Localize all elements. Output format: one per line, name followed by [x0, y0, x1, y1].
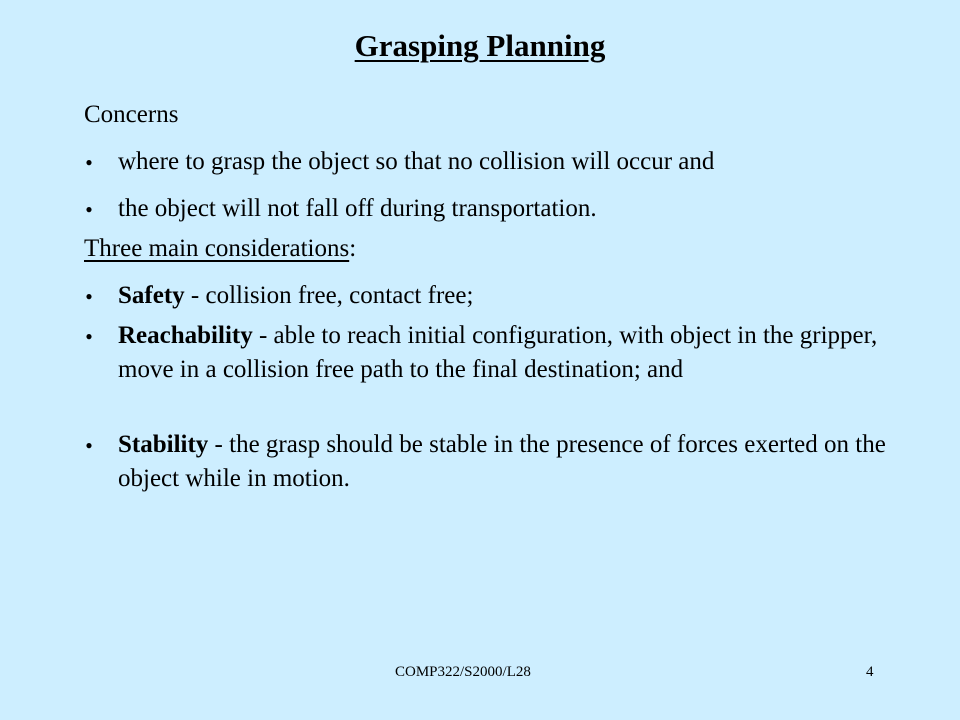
reachability-term: Reachability	[118, 322, 253, 349]
slide-title: Grasping Planning	[354, 28, 606, 63]
bullet-icon: ●	[85, 202, 93, 216]
safety-description: - collision free, contact free;	[184, 282, 474, 309]
safety-term: Safety	[118, 282, 185, 309]
stability-term: Stability	[118, 431, 209, 458]
reachability-description: - able to reach initial configuration, with object in the gripper, move in a collision free path to the final destination; and	[118, 322, 878, 383]
bullet-icon: ●	[85, 329, 93, 343]
bullet-icon: ●	[85, 289, 93, 303]
stability-description: - the grasp should be stable in the presence of forces exerted on the object while in motion.	[118, 431, 886, 492]
considerations-heading	[84, 232, 356, 266]
considerations-heading-label: Three main considerations	[84, 235, 350, 262]
concerns-heading: Concerns	[84, 101, 179, 128]
footer-course-id: COMP322/S2000/L28	[395, 664, 531, 680]
consideration-item-stability	[118, 428, 918, 496]
considerations-heading-colon: :	[349, 235, 357, 262]
consideration-item-safety	[118, 279, 918, 313]
consideration-item-reachability	[118, 319, 918, 387]
bullet-icon: ●	[85, 438, 93, 452]
bullet-icon: ●	[85, 155, 93, 169]
page-number: 4	[866, 664, 874, 680]
concern-item-transport: the object will not fall off during transportation.	[118, 195, 597, 222]
concern-item-collision: where to grasp the object so that no collision will occur and	[118, 148, 715, 175]
